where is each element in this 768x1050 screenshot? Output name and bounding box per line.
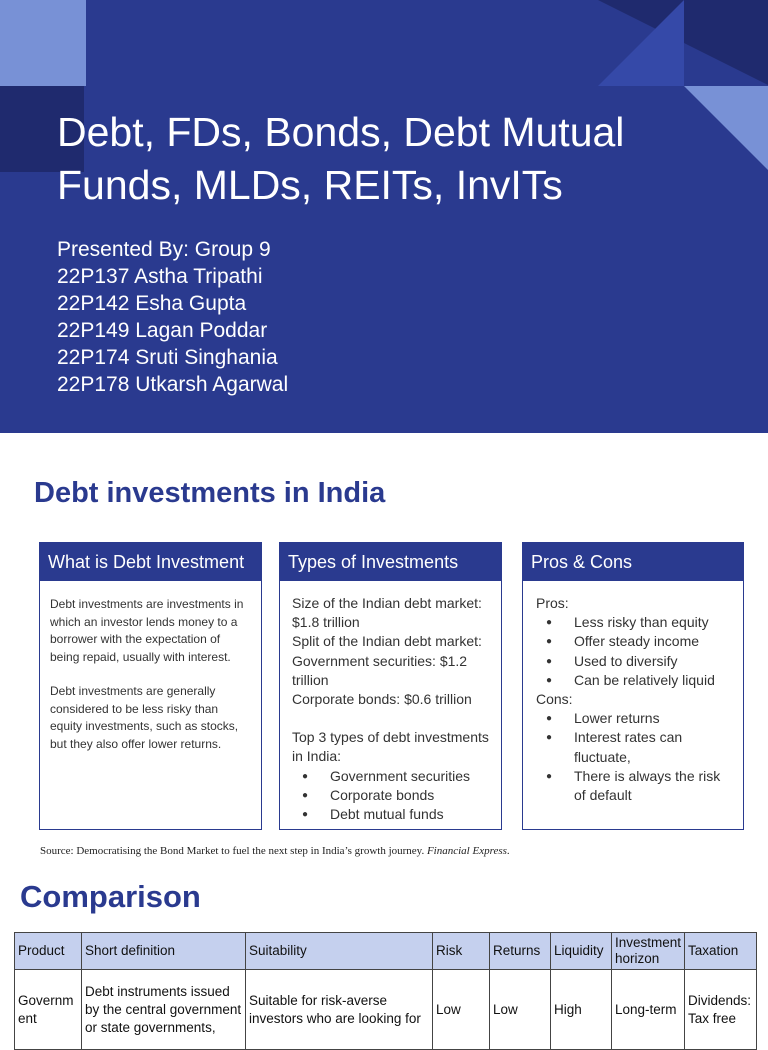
column-header: Suitability bbox=[246, 933, 433, 970]
slide-heading: Comparison bbox=[20, 879, 201, 914]
table-cell: High bbox=[551, 970, 612, 1050]
source-citation: Source: Democratising the Bond Market to fuel the next step in India’s growth journey. Financial Express. bbox=[40, 845, 510, 857]
presenter-line: 22P149 Lagan Poddar bbox=[57, 319, 268, 342]
list-item: ● Government securities bbox=[292, 767, 491, 786]
list-item: ● Debt mutual funds bbox=[292, 805, 491, 824]
presentation-title: Debt, FDs, Bonds, Debt Mutual Funds, MLDs, REITs, InvITs bbox=[57, 109, 625, 208]
column-header: Returns bbox=[490, 933, 551, 970]
presenter-line: 22P142 Esha Gupta bbox=[57, 292, 247, 315]
pros-list bbox=[536, 613, 733, 690]
decor-triangle bbox=[598, 0, 684, 86]
list-item: ● Lower returns bbox=[536, 709, 733, 728]
card-body bbox=[280, 581, 501, 824]
presenter-line: 22P178 Utkarsh Agarwal bbox=[57, 373, 289, 396]
card-line: Split of the Indian debt market: bbox=[292, 633, 482, 650]
table-cell: Dividends: Tax free bbox=[685, 970, 757, 1050]
table-cell: Debt instruments issued by the central government or state governments, bbox=[82, 970, 246, 1050]
table-cell: Governm ent bbox=[15, 970, 82, 1050]
card-title: Pros & Cons bbox=[523, 543, 743, 581]
comparison-slide bbox=[0, 863, 768, 1035]
list-item: ● Less risky than equity bbox=[536, 613, 733, 632]
debt-slide bbox=[0, 433, 768, 863]
card-line: Size of the Indian debt market: $1.8 trillion bbox=[292, 595, 482, 631]
card-paragraph: Debt investments are generally considered to be less risky than equity investments, such as stocks, but they also offer lower returns. bbox=[50, 684, 239, 751]
list-item: ● Offer steady income bbox=[536, 632, 733, 651]
column-header: Liquidity bbox=[551, 933, 612, 970]
column-header: Product bbox=[15, 933, 82, 970]
table-cell: Low bbox=[433, 970, 490, 1050]
what-is-debt-card bbox=[39, 542, 262, 830]
card-line: Top 3 types of debt investments in India: bbox=[292, 729, 489, 765]
column-header: Taxation bbox=[685, 933, 757, 970]
cons-list bbox=[536, 709, 733, 805]
list-item: ● Corporate bonds bbox=[292, 786, 491, 805]
card-body bbox=[523, 581, 743, 805]
table-cell: Low bbox=[490, 970, 551, 1050]
types-of-investments-card bbox=[279, 542, 502, 830]
decor-square bbox=[0, 0, 86, 86]
card-title: Types of Investments bbox=[280, 543, 501, 581]
card-line: Corporate bonds: $0.6 trillion bbox=[292, 691, 472, 708]
card-line: Government securities: $1.2 trillion bbox=[292, 652, 468, 688]
list-item: ● Can be relatively liquid bbox=[536, 671, 733, 690]
list-item: ● There is always the risk of default bbox=[536, 767, 733, 805]
pros-cons-card bbox=[522, 542, 744, 830]
slide-heading: Debt investments in India bbox=[34, 477, 386, 509]
presenter-line: 22P174 Sruti Singhania bbox=[57, 346, 278, 369]
table-row bbox=[15, 970, 757, 1050]
comparison-table bbox=[14, 932, 757, 1050]
card-paragraph: Debt investments are investments in which an investor lends money to a borrower with the expectation of being repaid, usually with interest. bbox=[50, 597, 244, 664]
presenter-list bbox=[57, 236, 288, 398]
column-header: Short definition bbox=[82, 933, 246, 970]
table-header-row bbox=[15, 933, 757, 970]
list-item: ● Interest rates can fluctuate, bbox=[536, 728, 733, 766]
presenter-line: 22P137 Astha Tripathi bbox=[57, 265, 263, 288]
table-cell: Long-term bbox=[612, 970, 685, 1050]
title-slide bbox=[0, 0, 768, 433]
presenter-line: Presented By: Group 9 bbox=[57, 238, 271, 261]
bullet-list bbox=[292, 767, 491, 825]
cons-label: Cons: bbox=[536, 691, 573, 708]
pros-label: Pros: bbox=[536, 595, 569, 611]
card-title: What is Debt Investment bbox=[40, 543, 261, 581]
table-cell: Suitable for risk-averse investors who are looking for bbox=[246, 970, 433, 1050]
list-item: ● Used to diversify bbox=[536, 652, 733, 671]
column-header: Investment horizon bbox=[612, 933, 685, 970]
card-body bbox=[40, 581, 261, 753]
column-header: Risk bbox=[433, 933, 490, 970]
